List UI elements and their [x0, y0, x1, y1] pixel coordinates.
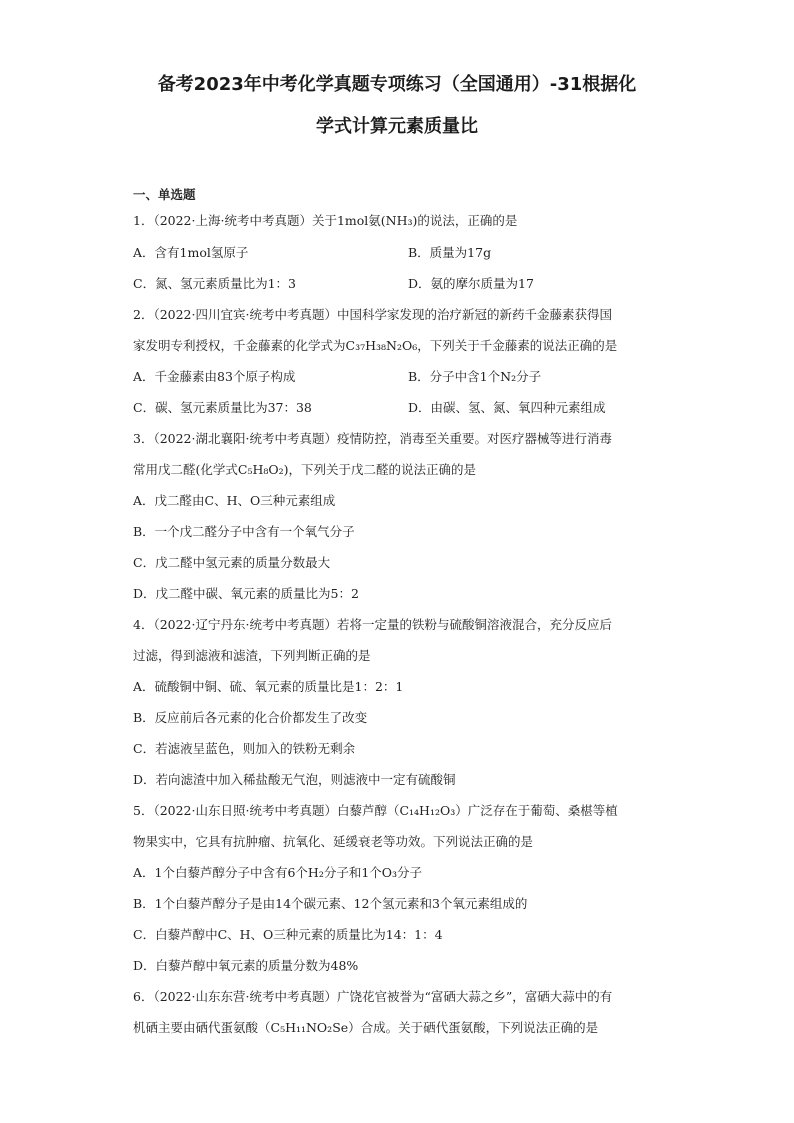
question-4-option-b: B．反应前后各元素的化合价都发生了改变: [133, 710, 368, 725]
document-title-line-2: 学式计算元素质量比: [316, 116, 478, 137]
question-3-option-c: C．戊二醛中氢元素的质量分数最大: [133, 555, 331, 570]
question-3-option-b: B．一个戊二醛分子中含有一个氧气分子: [133, 524, 355, 539]
question-2-option-d: D．由碳、氢、氮、氧四种元素组成: [408, 400, 606, 415]
question-3-option-d: D．戊二醛中碳、氧元素的质量比为5：2: [133, 586, 359, 601]
question-2-stem-line-1: 2．（2022·四川宜宾·统考中考真题）中国科学家发现的治疗新冠的新药千金藤素获得国: [133, 307, 612, 322]
question-1-option-d: D．氨的摩尔质量为17: [408, 276, 534, 291]
question-2-option-a: A．千金藤素由83个原子构成: [133, 369, 296, 384]
question-4-option-a: A．硫酸铜中铜、硫、氧元素的质量比是1：2：1: [133, 679, 404, 694]
question-3-option-a: A．戊二醛由C、H、O三种元素组成: [133, 493, 336, 508]
question-1-option-a: A．含有1mol氢原子: [133, 245, 249, 260]
question-4-option-d: D．若向滤渣中加入稀盐酸无气泡，则滤液中一定有硫酸铜: [133, 772, 456, 787]
question-6-stem-line-2: 机硒主要由硒代蛋氨酸（C₅H₁₁NO₂Se）合成。关于硒代蛋氨酸，下列说法正确的是: [133, 1020, 599, 1035]
document-title-line-1: 备考2023年中考化学真题专项练习（全国通用）-31根据化: [157, 74, 637, 95]
question-5-stem-line-1: 5．（2022·山东日照·统考中考真题）白藜芦醇（C₁₄H₁₂O₃）广泛存在于葡萄、桑椹等植: [133, 803, 618, 818]
question-5-option-c: C．白藜芦醇中C、H、O三种元素的质量比为14：1：4: [133, 927, 443, 942]
question-1-option-c: C．氮、氢元素质量比为1：3: [133, 276, 296, 291]
question-4-option-c: C．若滤液呈蓝色，则加入的铁粉无剩余: [133, 741, 356, 756]
question-5-stem-line-2: 物果实中，它具有抗肿瘤、抗氧化、延缓衰老等功效。下列说法正确的是: [133, 834, 534, 849]
question-4-stem-line-2: 过滤，得到滤液和滤渣，下列判断正确的是: [133, 648, 371, 663]
question-1-stem: 1．（2022·上海·统考中考真题）关于1mol氨(NH₃)的说法，正确的是: [133, 213, 518, 228]
question-5-option-a: A．1个白藜芦醇分子中含有6个H₂分子和1个O₃分子: [133, 865, 423, 880]
section-heading: 一、单选题: [133, 187, 196, 202]
question-2-option-b: B．分子中含1个N₂分子: [408, 369, 542, 384]
question-1-option-b: B．质量为17g: [408, 245, 492, 260]
question-4-stem-line-1: 4．（2022·辽宁丹东·统考中考真题）若将一定量的铁粉与硫酸铜溶液混合，充分反应后: [133, 617, 612, 632]
question-3-stem-line-1: 3．（2022·湖北襄阳·统考中考真题）疫情防控，消毒至关重要。对医疗器械等进行消毒: [133, 431, 612, 446]
question-5-option-d: D．白藜芦醇中氧元素的质量分数为48%: [133, 958, 359, 973]
question-5-option-b: B．1个白藜芦醇分子是由14个碳元素、12个氢元素和3个氧元素组成的: [133, 896, 528, 911]
question-6-stem-line-1: 6．（2022·山东东营·统考中考真题）广饶花官被誉为“富硒大蒜之乡”，富硒大蒜中的有: [133, 989, 613, 1004]
question-3-stem-line-2: 常用戊二醛(化学式C₅H₈O₂)，下列关于戊二醛的说法正确的是: [133, 462, 477, 477]
question-2-option-c: C．碳、氢元素质量比为37：38: [133, 400, 312, 415]
question-2-stem-line-2: 家发明专利授权，千金藤素的化学式为C₃₇H₃₈N₂O₆，下列关于千金藤素的说法正确的是: [133, 338, 618, 353]
